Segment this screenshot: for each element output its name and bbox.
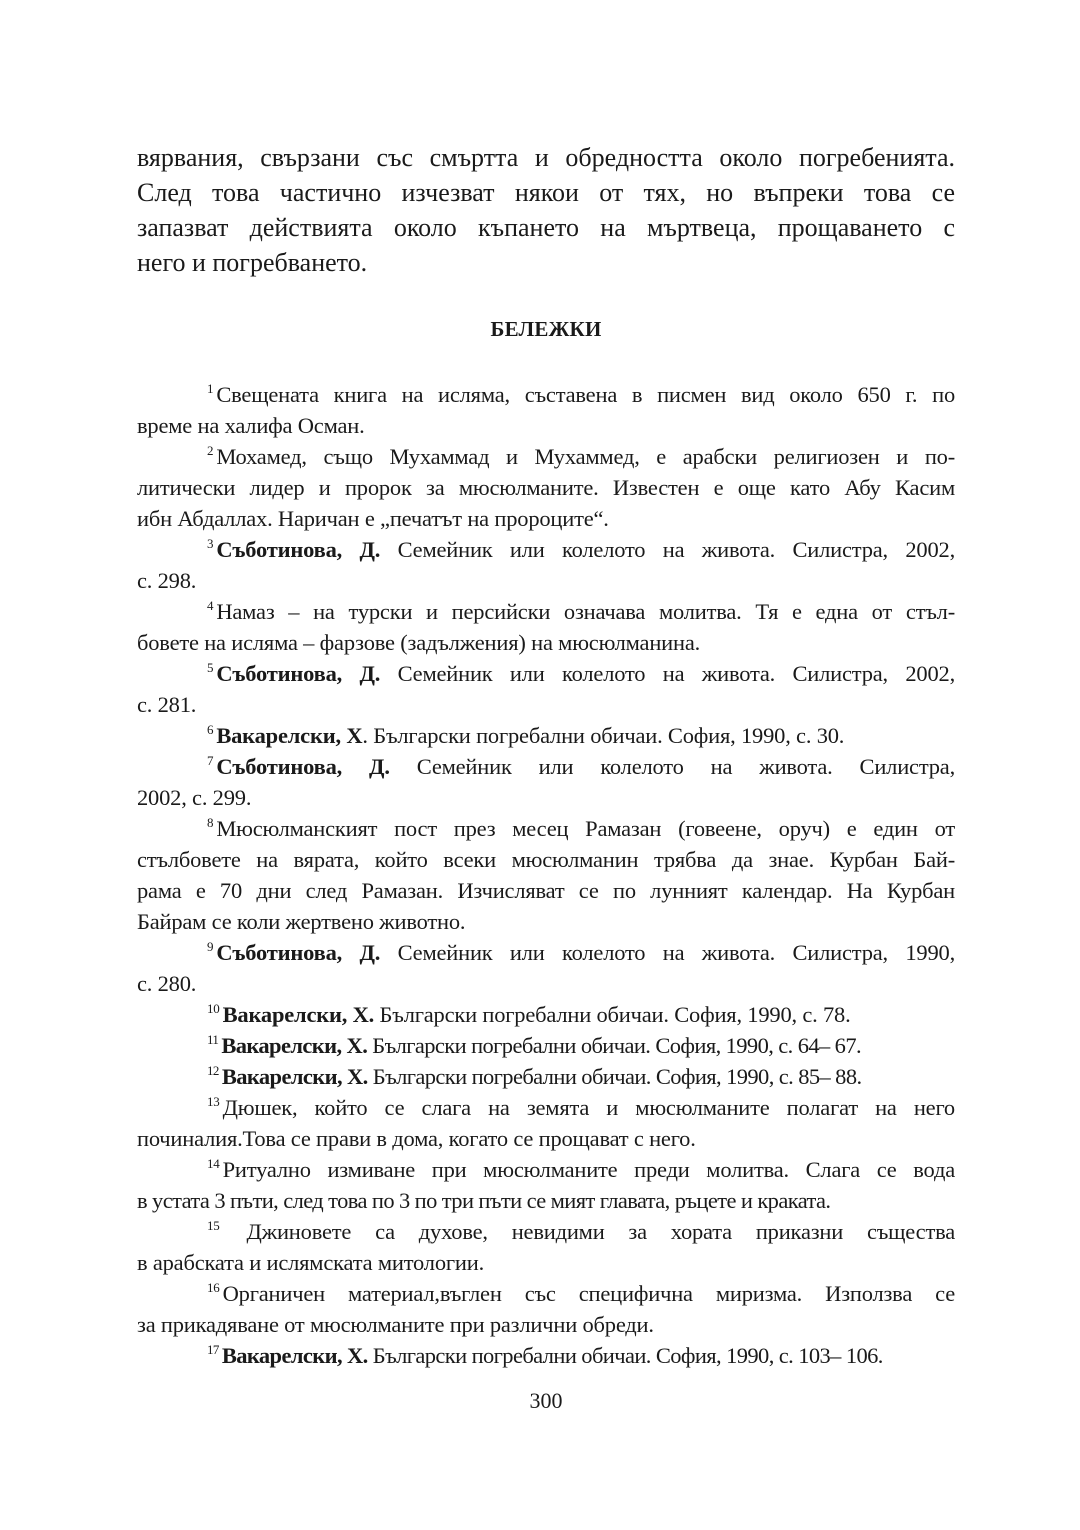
footnote-number: 13 xyxy=(207,1094,220,1109)
footnote-line: $^{12}$ Вакарелски, Х. Български погребални обичаи. София, 1990, с. 85– 88. xyxy=(207,1063,862,1089)
citation-author: Вакарелски, Х xyxy=(216,723,363,748)
body-line: вярвания, свързани със смъртта и обредността около погребенията. xyxy=(137,143,955,172)
page-number: 300 xyxy=(529,1388,563,1413)
footnote-line: с. 281. xyxy=(137,692,197,717)
notes-heading: БЕЛЕЖКИ xyxy=(490,317,602,341)
footnote-line: починалия.Това се прави в дома, когато се прощават с него. xyxy=(137,1126,696,1151)
footnote-line: $^4$ Намаз – на турски и персийски означава молитва. Тя е една от стъл- xyxy=(207,598,955,624)
footnote-number: 8 xyxy=(207,815,214,830)
footnote-line: рама е 70 дни след Рамазан. Изчисляват се по лунният календар. На Курбан xyxy=(137,878,955,903)
footnote-line: $^6$ Вакарелски, Х. Български погребални обичаи. София, 1990, с. 30. xyxy=(207,722,845,748)
footnote-line: в арабската и ислямската митологии. xyxy=(137,1250,485,1275)
footnote-line: $^{11}$ Вакарелски, Х. Български погребални обичаи. София, 1990, с. 64– 67. xyxy=(207,1032,862,1058)
footnote-line: време на халифа Осман. xyxy=(137,413,365,438)
footnote-line: стълбовете на вярата, който всеки мюсюлманин трябва да знае. Курбан Бай- xyxy=(137,847,955,872)
citation-author: Вакарелски, Х. xyxy=(221,1064,368,1089)
citation-author: Вакарелски, Х. xyxy=(221,1033,368,1058)
footnote-1 xyxy=(137,379,955,441)
footnote-4 xyxy=(137,596,955,658)
footnote-9 xyxy=(137,937,955,999)
body-line: него и погребването. xyxy=(137,248,368,277)
body-line: След това частично изчезват някои от тях, но въпреки това се xyxy=(137,178,955,207)
footnote-number: 5 xyxy=(207,660,214,675)
citation-author: Съботинова, Д. xyxy=(216,537,381,562)
citation-author: Съботинова, Д. xyxy=(216,754,390,779)
footnote-15 xyxy=(137,1216,955,1278)
footnote-line: $^{10}$ Вакарелски, Х. Български погребални обичаи. София, 1990, с. 78. xyxy=(207,1001,851,1027)
footnote-number: 10 xyxy=(207,1001,220,1016)
footnote-line: $^8$ Мюсюлманският пост през месец Рамазан (говеене, оруч) е един от xyxy=(207,815,955,841)
footnotes-list xyxy=(137,379,955,1371)
footnote-number: 16 xyxy=(207,1280,220,1295)
footnote-line: ибн Абдаллах. Наричан е „печатът на пророците“. xyxy=(137,506,609,531)
footnote-11 xyxy=(137,1030,955,1061)
footnote-line: $^5$ Съботинова, Д. Семейник или колелото на живота. Силистра, 2002, xyxy=(207,660,955,686)
footnote-line: с. 298. xyxy=(137,568,197,593)
footnote-number: 17 xyxy=(207,1342,219,1357)
citation-author: Вакарелски, Х. xyxy=(222,1002,375,1027)
footnote-line: за прикадяване от мюсюлманите при различни обреди. xyxy=(137,1312,654,1337)
footnote-line: в устата 3 пъти, след това по 3 по три пъти се мият главата, ръцете и краката. xyxy=(137,1188,831,1213)
footnote-7 xyxy=(137,751,955,813)
footnote-5 xyxy=(137,658,955,720)
footnote-12 xyxy=(137,1061,955,1092)
footnote-line: литически лидер и пророк за мюсюлманите. Известен е още като Абу Касим xyxy=(137,475,955,500)
footnote-number: 14 xyxy=(207,1156,220,1171)
footnote-line: Байрам се коли жертвено животно. xyxy=(137,909,466,934)
citation-author: Съботинова, Д. xyxy=(216,661,381,686)
footnote-number: 3 xyxy=(207,536,214,551)
document-page xyxy=(137,0,955,1530)
footnote-number: 6 xyxy=(207,722,214,737)
footnote-line: $^{15}$ Джиновете са духове, невидими за хората приказни същества xyxy=(207,1218,955,1244)
footnote-number: 11 xyxy=(207,1032,219,1047)
footnote-8 xyxy=(137,813,955,937)
footnote-line: $^1$ Свещената книга на исляма, съставена в писмен вид около 650 г. по xyxy=(207,381,955,407)
footnote-6 xyxy=(137,720,955,751)
footnote-number: 15 xyxy=(207,1218,220,1233)
footnote-10 xyxy=(137,999,955,1030)
footnote-line: $^3$ Съботинова, Д. Семейник или колелото на живота. Силистра, 2002, xyxy=(207,536,955,562)
footnote-number: 2 xyxy=(207,443,214,458)
body-paragraph xyxy=(137,140,955,280)
citation-author: Съботинова, Д. xyxy=(216,940,381,965)
footnote-2 xyxy=(137,441,955,534)
footnote-line: 2002, с. 299. xyxy=(137,785,252,810)
footnote-13 xyxy=(137,1092,955,1154)
footnote-line: $^{13}$ Дюшек, който се слага на земята и мюсюлманите полагат на него xyxy=(207,1094,955,1120)
footnote-line: бовете на исляма – фарзове (задължения) на мюсюлманина. xyxy=(137,630,701,655)
footnote-line: с. 280. xyxy=(137,971,197,996)
footnote-number: 12 xyxy=(207,1063,219,1078)
footnote-line: $^{14}$ Ритуално измиване при мюсюлманите преди молитва. Слага се вода xyxy=(207,1156,955,1182)
footnote-14 xyxy=(137,1154,955,1216)
footnote-number: 7 xyxy=(207,753,214,768)
footnote-line: $^7$ Съботинова, Д. Семейник или колелото на живота. Силистра, xyxy=(207,753,955,779)
footnote-3 xyxy=(137,534,955,596)
footnote-number: 4 xyxy=(207,598,214,613)
body-line: запазват действията около къпането на мъртвеца, прощаването с xyxy=(137,213,955,242)
footnote-17 xyxy=(137,1340,955,1371)
footnote-number: 9 xyxy=(207,939,214,954)
footnote-line: $^{17}$ Вакарелски, Х. Български погребални обичаи. София, 1990, с. 103– 106. xyxy=(207,1342,883,1368)
footnote-line: $^9$ Съботинова, Д. Семейник или колелото на живота. Силистра, 1990, xyxy=(207,939,955,965)
footnote-line: $^2$ Мохамед, също Мухаммад и Мухаммед, е арабски религиозен и по- xyxy=(207,443,955,469)
footnote-number: 1 xyxy=(207,381,214,396)
citation-author: Вакарелски, Х. xyxy=(221,1343,368,1368)
footnote-16 xyxy=(137,1278,955,1340)
footnote-line: $^{16}$ Органичен материал,въглен със специфична миризма. Използва се xyxy=(207,1280,955,1306)
